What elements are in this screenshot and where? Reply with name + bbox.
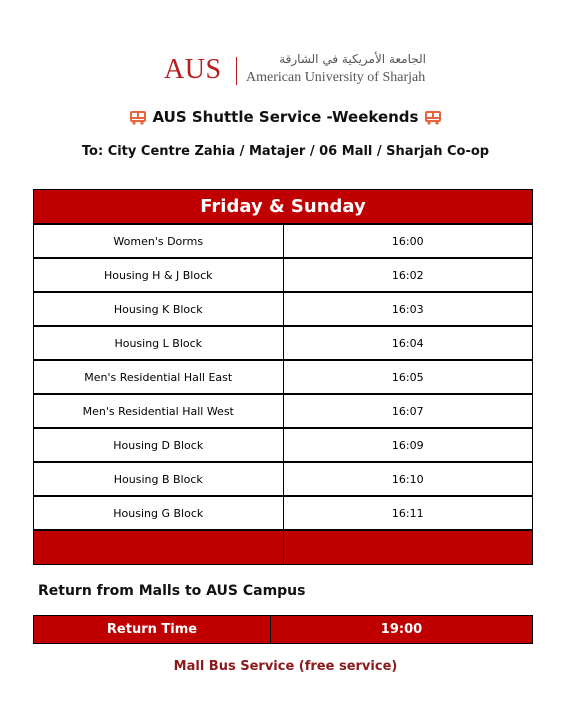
schedule-header-row [34,190,533,225]
stop-name: Housing G Block [34,496,284,530]
stop-name: Men's Residential Hall East [34,360,284,394]
footer-note: Mall Bus Service (free service) [173,659,398,674]
departure-time: 16:10 [283,462,533,496]
day-heading: Friday & Sunday [34,190,533,225]
table-row [34,360,533,394]
stop-name: Housing K Block [34,292,284,326]
table-row [34,496,533,530]
stop-name: Women's Dorms [34,224,284,258]
table-row [34,394,533,428]
departure-time: 16:05 [283,360,533,394]
filler-cell [34,530,284,565]
page-title [0,108,571,126]
table-row [34,292,533,326]
logo-arabic-name: الجامعة الأمريكية في الشارقة [279,52,426,66]
bus-icon [424,110,442,125]
table-row [34,224,533,258]
logo-mark: AUS [164,54,222,85]
departure-time: 16:11 [283,496,533,530]
destinations-subtitle: To: City Centre Zahia / Matajer / 06 Mall / Sharjah Co-op [81,144,490,159]
stop-name: Housing B Block [34,462,284,496]
return-table [33,615,533,644]
return-time-value: 19:00 [271,616,533,644]
return-time-label: Return Time [34,616,271,644]
filler-cell [283,530,533,565]
bus-icon [129,110,147,125]
logo-english-name: American University of Sharjah [246,70,426,85]
table-row [34,258,533,292]
stop-name: Housing D Block [34,428,284,462]
departure-time: 16:02 [283,258,533,292]
page-title-text: AUS Shuttle Service -Weekends [152,108,419,126]
return-row [34,616,533,644]
departure-time: 16:03 [283,292,533,326]
table-row [34,462,533,496]
departure-time: 16:07 [283,394,533,428]
schedule-footer-row [34,530,533,565]
stop-name: Housing L Block [34,326,284,360]
return-heading: Return from Malls to AUS Campus [38,583,306,599]
table-row [34,326,533,360]
schedule-table [33,189,533,565]
departure-time: 16:04 [283,326,533,360]
departure-time: 16:00 [283,224,533,258]
aus-logo [164,50,434,90]
logo-divider [236,57,237,85]
stop-name: Housing H & J Block [34,258,284,292]
departure-time: 16:09 [283,428,533,462]
table-row [34,428,533,462]
stop-name: Men's Residential Hall West [34,394,284,428]
